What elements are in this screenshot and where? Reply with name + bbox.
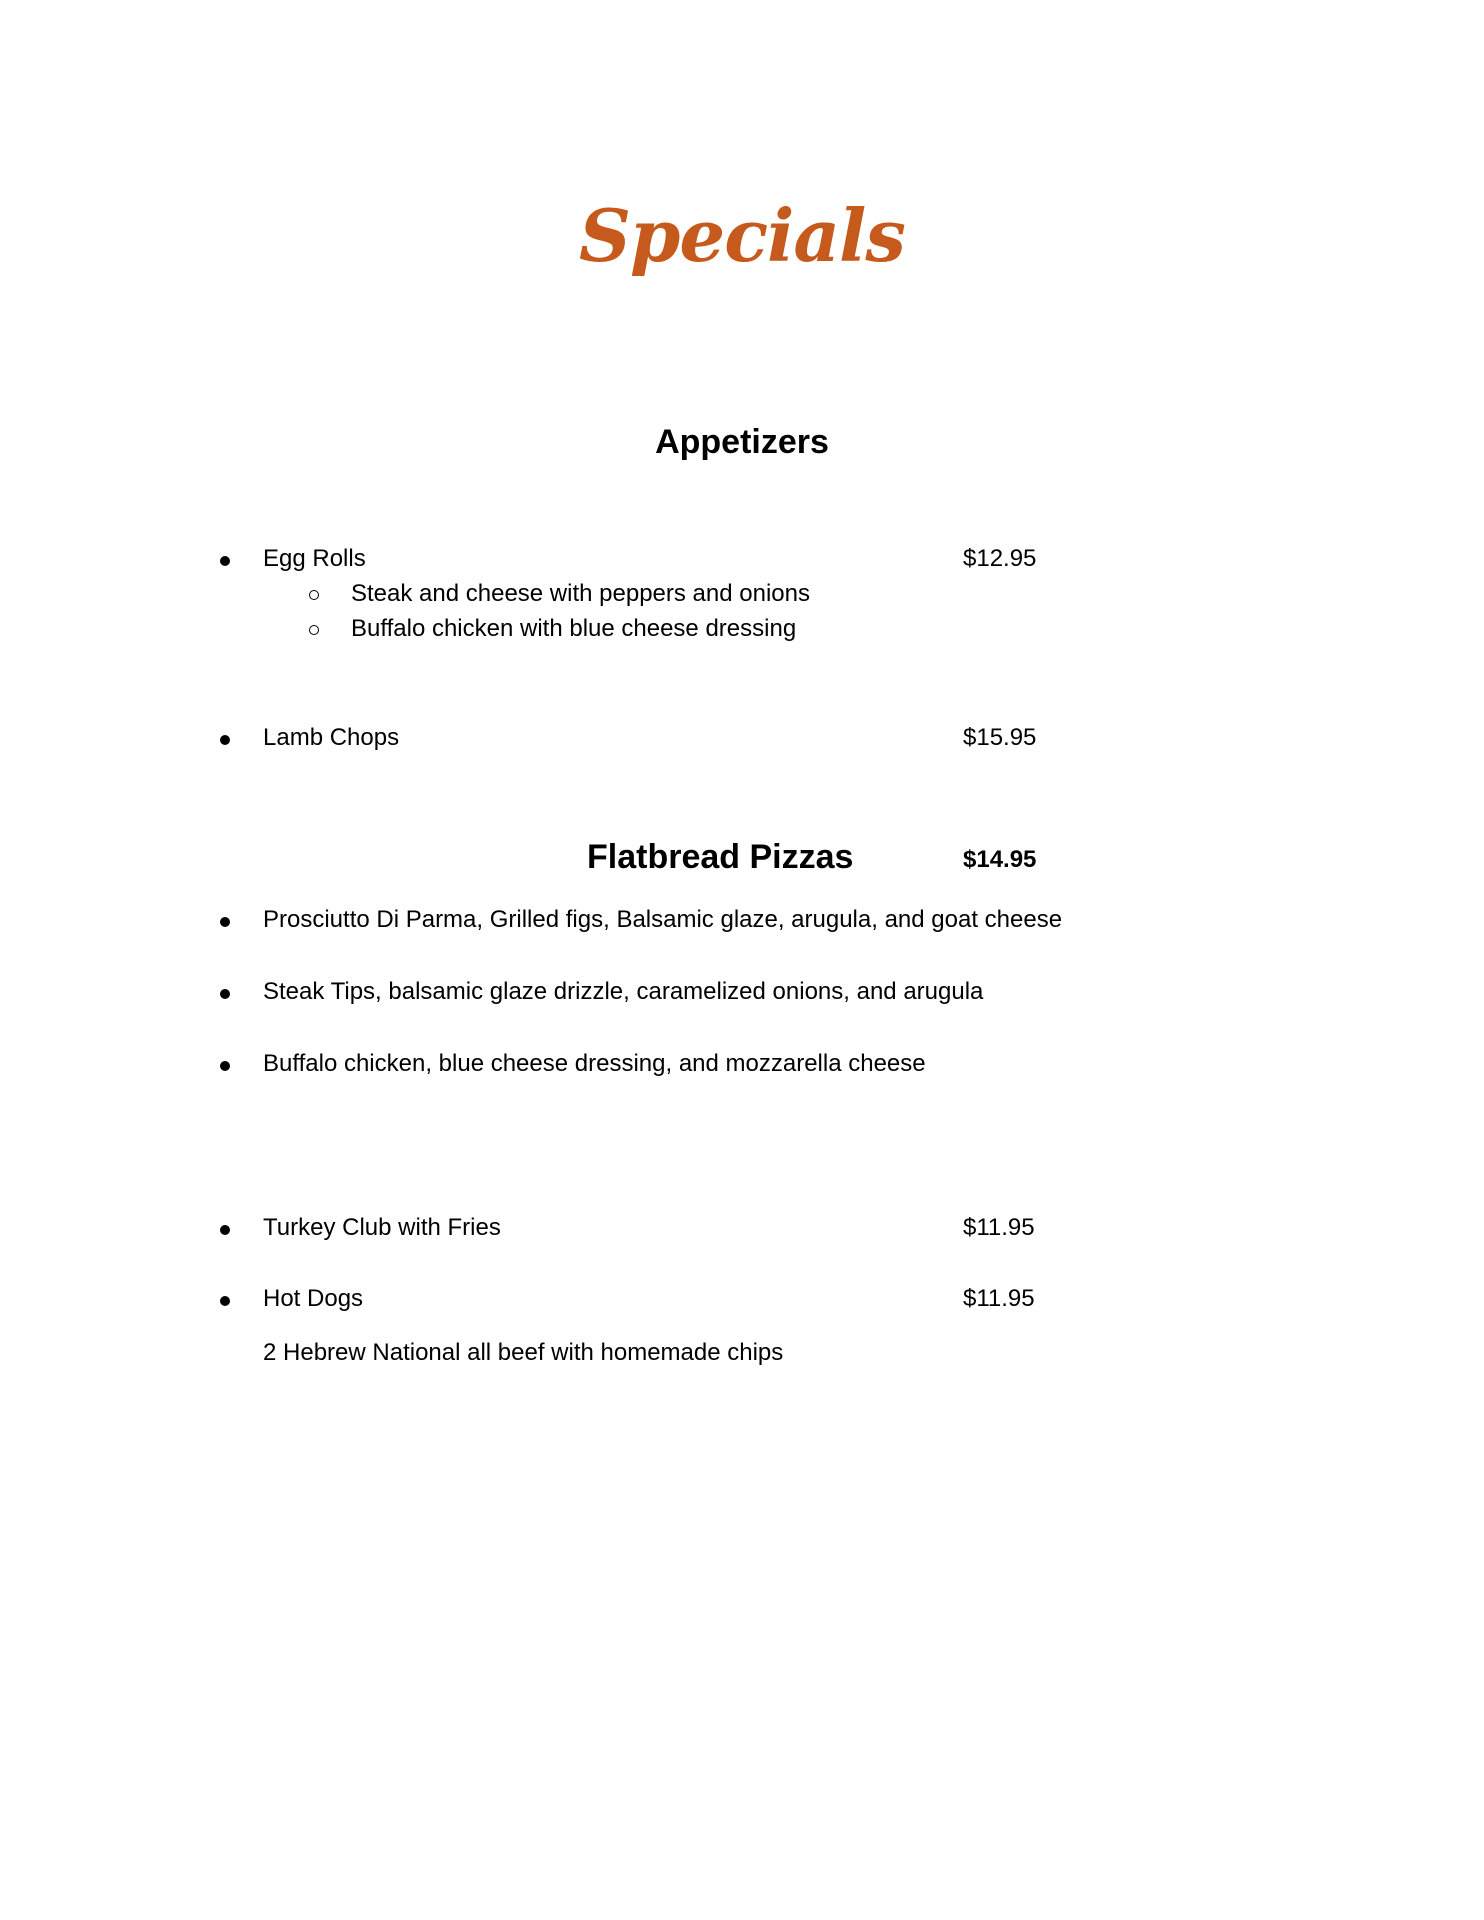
item-label: Buffalo chicken, blue cheese dressing, and mozzarella cheese [263,1050,926,1077]
flatbread-price: $14.95 [963,846,1037,873]
bullet-icon [220,989,230,999]
item-label: Lamb Chops [263,724,400,751]
item-label: Steak Tips, balsamic glaze drizzle, caramelized onions, and arugula [263,978,984,1005]
subitem-label: Steak and cheese with peppers and onions [351,580,810,607]
bullet-icon [220,917,230,927]
bullet-icon [220,556,230,566]
hollow-bullet-icon [309,625,319,635]
bullet-icon [220,1061,230,1071]
item-price: $15.95 [963,724,1037,751]
appetizers-heading: Appetizers [655,423,829,461]
item-label: Hot Dogs [263,1285,364,1312]
flatbread-heading: Flatbread Pizzas [587,838,854,876]
hollow-bullet-icon [309,590,319,600]
item-label: Prosciutto Di Parma, Grilled figs, Balsamic glaze, arugula, and goat cheese [263,906,1063,933]
hot-dogs-note: 2 Hebrew National all beef with homemade chips [263,1339,784,1366]
subitem-label: Buffalo chicken with blue cheese dressing [351,615,797,642]
bullet-icon [220,735,230,745]
item-label: Turkey Club with Fries [263,1214,501,1241]
item-price: $11.95 [963,1214,1035,1241]
bullet-icon [220,1296,230,1306]
item-price: $12.95 [963,545,1037,572]
item-price: $11.95 [963,1285,1035,1312]
bullet-icon [220,1225,230,1235]
item-label: Egg Rolls [263,545,366,572]
page-title: Specials [579,193,905,278]
